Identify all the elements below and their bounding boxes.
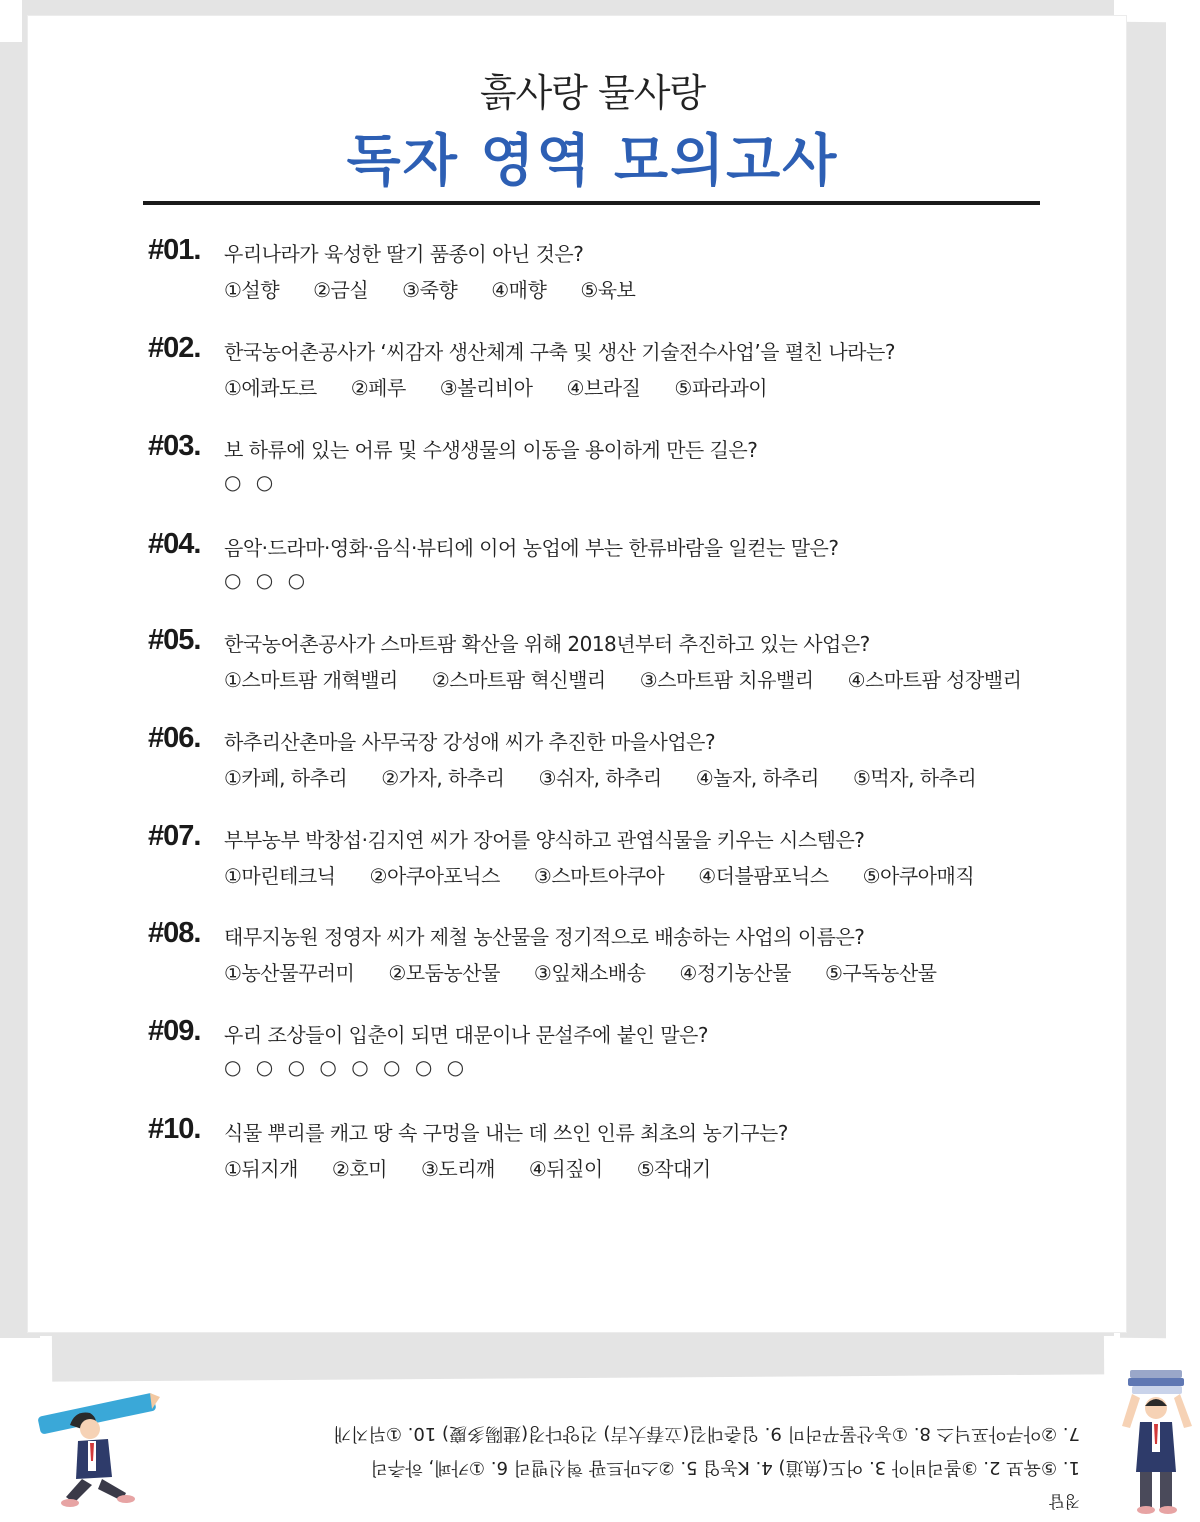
answer-options	[224, 860, 1008, 889]
answer-key-label: 정답	[1049, 1492, 1080, 1511]
question-02	[148, 332, 1108, 412]
question-text: 하추리산촌마을 사무국장 강성애 씨가 추진한 마을사업은?	[224, 730, 716, 754]
question-number: #01.	[148, 234, 201, 266]
page-subtitle: 흙사랑 물사랑	[479, 71, 706, 115]
option: ④뒤짚이	[528, 1157, 603, 1181]
answer-key-line: 7. ②아쿠아포닉스 8. ①농산물꾸러미 9. 입춘대길(立春大吉) 건양다경(建陽多慶) 10. ①뒤지개	[333, 1423, 1080, 1444]
question-text: 한국농어촌공사가 ‘씨감자 생산체계 구축 및 생산 기술전수사업’을 펼친 나라는?	[224, 340, 895, 364]
option: ③볼리비아	[439, 376, 533, 400]
option: ⑤아쿠아매직	[862, 864, 975, 888]
option: ③도리깨	[420, 1157, 495, 1181]
question-10	[148, 1113, 1108, 1193]
option: ②호미	[331, 1157, 387, 1181]
answer-options	[224, 762, 1010, 791]
answer-key	[300, 1400, 1080, 1518]
question-text: 우리나라가 육성한 딸기 품종이 아닌 것은?	[224, 242, 584, 266]
answer-options	[224, 372, 801, 401]
option: ②모둠농산물	[388, 961, 500, 985]
question-07	[148, 820, 1108, 900]
option: ③스마트팜 치유밸리	[639, 668, 814, 692]
question-text: 부부농부 박창섭·김지연 씨가 장어를 양식하고 관엽식물을 키우는 시스템은?	[224, 828, 865, 852]
question-number: #04.	[148, 528, 201, 560]
question-text: 보 하류에 있는 어류 및 수생생물의 이동을 용이하게 만든 길은?	[224, 438, 758, 462]
answer-options	[224, 274, 669, 303]
question-text: 음악·드라마·영화·음식·뷰티에 이어 농업에 부는 한류바람을 일컫는 말은?	[224, 536, 839, 560]
option: ⑤파라과이	[674, 376, 768, 400]
question-09	[148, 1015, 1108, 1095]
question-number: #06.	[148, 722, 201, 754]
option: ②페루	[350, 376, 406, 400]
question-text: 한국농어촌공사가 스마트팜 확산을 위해 2018년부터 추진하고 있는 사업은?	[224, 632, 870, 656]
option: ②금실	[313, 278, 369, 302]
option: ④스마트팜 성장밸리	[847, 668, 1022, 692]
option: ④매향	[491, 278, 547, 302]
option: ①농산물꾸러미	[224, 961, 355, 985]
question-number: #07.	[148, 820, 201, 852]
option: ③잎채소배송	[533, 961, 646, 985]
question-number: #09.	[148, 1015, 201, 1047]
option: ④브라질	[566, 376, 641, 400]
answer-blank: ○ ○	[224, 470, 278, 494]
answer-blank: ○ ○ ○	[224, 568, 310, 592]
paper-shadow-sheet-right	[1120, 22, 1166, 1338]
option: ④놀자, 하추리	[695, 766, 819, 790]
question-number: #02.	[148, 332, 201, 364]
option: ①설향	[224, 278, 280, 302]
answer-key-line: 1. ⑤육보 2. ③볼리비아 3. 어도(魚道) 4. K농업 5. ②스마트팜 혁신밸리 6. ①카페, 하추리	[370, 1457, 1080, 1478]
question-text: 태무지농원 정영자 씨가 제철 농산물을 정기적으로 배송하는 사업의 이름은?	[224, 925, 865, 949]
question-03	[148, 430, 1108, 510]
answer-options	[224, 664, 1055, 693]
option: ①카페, 하추리	[224, 766, 348, 790]
question-05	[148, 624, 1108, 704]
option: ③죽향	[402, 278, 458, 302]
option: ②스마트팜 혁신밸리	[431, 668, 606, 692]
question-text: 식물 뿌리를 캐고 땅 속 구멍을 내는 데 쓰인 인류 최초의 농기구는?	[224, 1121, 788, 1145]
student-lifting-books-illustration	[1112, 1366, 1200, 1516]
option: ①스마트팜 개혁밸리	[224, 668, 398, 692]
answer-blank: ○ ○ ○ ○ ○ ○ ○ ○	[224, 1055, 469, 1079]
option: ①뒤지개	[224, 1157, 298, 1181]
option: ①마린테크닉	[224, 864, 336, 888]
question-number: #10.	[148, 1113, 201, 1145]
option: ①에콰도르	[224, 376, 317, 400]
answer-options	[224, 957, 970, 986]
question-number: #08.	[148, 917, 201, 949]
option: ⑤먹자, 하추리	[853, 766, 977, 790]
question-text: 우리 조상들이 입춘이 되면 대문이나 문설주에 붙인 말은?	[224, 1023, 708, 1047]
option: ②아쿠아포닉스	[369, 864, 500, 888]
title-divider	[143, 201, 1040, 205]
option: ⑤작대기	[636, 1157, 711, 1181]
question-04	[148, 528, 1108, 608]
question-08	[148, 917, 1108, 997]
option: ⑤구독농산물	[824, 961, 937, 985]
option: ③쉬자, 하추리	[538, 766, 662, 790]
option: ⑤육보	[580, 278, 636, 302]
answer-options	[224, 1153, 745, 1182]
option: ②가자, 하추리	[381, 766, 505, 790]
student-with-pencil-illustration	[30, 1385, 160, 1510]
page-title: 독자 영역 모의고사	[346, 129, 839, 194]
question-number: #03.	[148, 430, 201, 462]
option: ④더블팜포닉스	[698, 864, 829, 888]
question-06	[148, 722, 1108, 802]
question-number: #05.	[148, 624, 201, 656]
question-01	[148, 234, 1108, 314]
option: ③스마트아쿠아	[533, 864, 665, 888]
option: ④정기농산물	[679, 961, 791, 985]
